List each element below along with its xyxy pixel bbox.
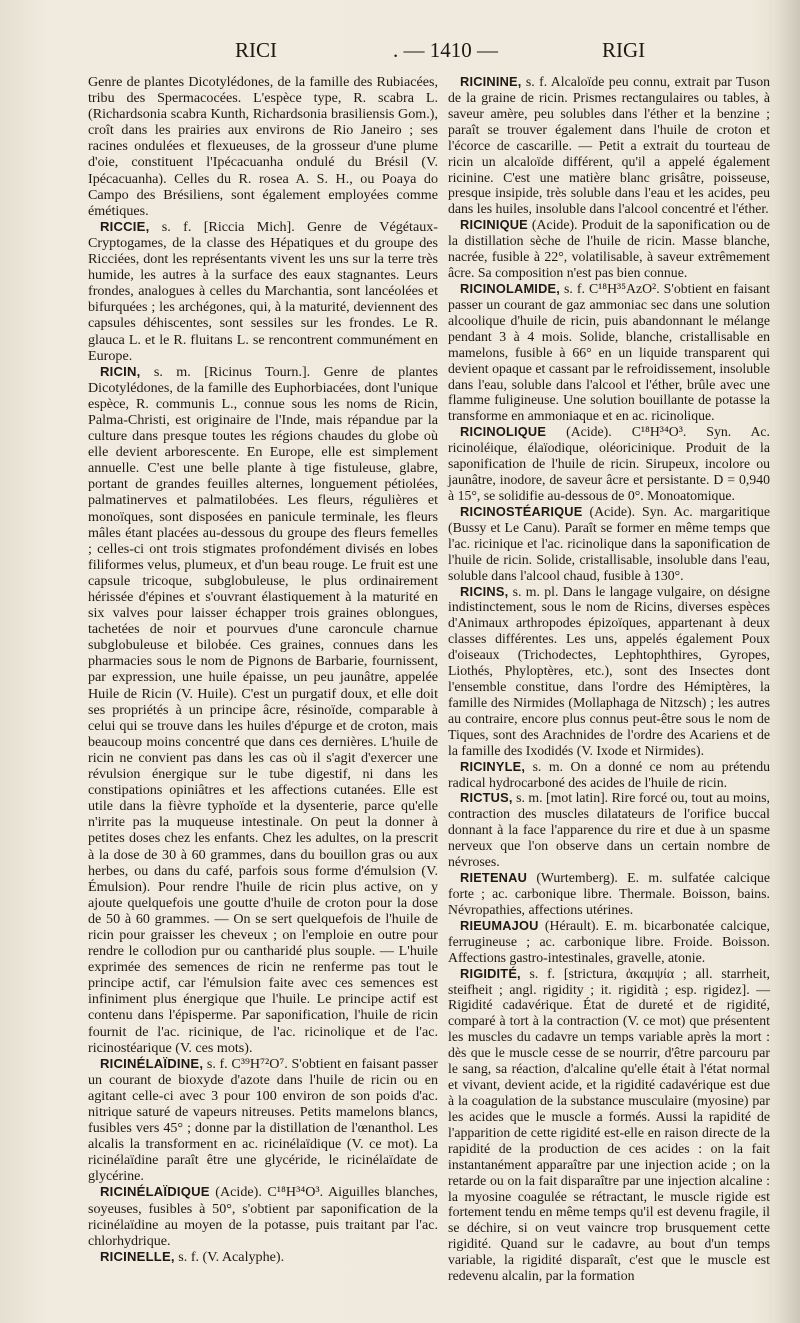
entry-headword: RICINOLIQUE: [460, 424, 547, 440]
header-right-guideword: RIGI: [602, 38, 646, 62]
entry-headword: RIETENAU: [460, 870, 528, 886]
entry-headword: RIGIDITÉ,: [460, 965, 521, 981]
running-head: [0, 38, 800, 68]
entry-headword: RICINS,: [460, 583, 509, 599]
dictionary-entry: [448, 217, 770, 281]
page-number: . — 1410 —: [393, 38, 498, 62]
dictionary-entry: [88, 74, 438, 219]
entry-headword: RICINELLE,: [100, 1248, 175, 1264]
dictionary-entry: [88, 364, 438, 1056]
dictionary-entry: [448, 424, 770, 504]
entry-text: s. m. On a donné ce nom au prétendu radical hydrocarboné des acides de l'huile de ricin.: [448, 758, 770, 790]
entry-headword: RICINÉLAÏDIQUE: [100, 1184, 210, 1200]
dictionary-entry: [88, 1249, 438, 1265]
entry-text: (Acide). C¹⁸H³⁴O³. Aiguilles blanches, soyeuses, fusibles à 50°, s'obtient par saponification de la ricinélaïdine au moyen de la potasse, puis traitant par l'ac. chlorhydrique.: [88, 1184, 438, 1249]
dictionary-entry: [448, 74, 770, 217]
entry-text: Genre de plantes Dicotylédones, de la famille des Rubiacées, tribu des Spermacocées. L'espèce type, R. scabra L. (Richardsonia scabra Kunth, Richardsonia brasiliensis Gom.), croît dans les prairies aux environs de Rio Janeiro ; ses racines ondulées et flexueuses, de la grosseur d'une plume d'oie, constituent l'Ipécacuanha ondulé du Brésil (V. Ipécacuanha). Celles du R. rosea A. S. H., ou Poaya do Campo des Brésiliens, sont également employées comme émétiques.: [88, 74, 438, 219]
dictionary-entry: [88, 219, 438, 364]
entry-text: s. m. pl. Dans le langage vulgaire, on désigne indistinctement, sous le nom de Ricins, diverses espèces d'Animaux arthropodes épizoïques, appartenant à deux classes différentes. Les uns, appelés également Poux d'oiseaux (Trichodectes, Lephtophthires, Gyropes, Liothés, Phyloptères, etc.), sont des Insectes dont l'ensemble constitue, dans l'ordre des Hémiptères, la famille des Nirmides (Mollaphaga de Nitzsch) ; les autres au contraire, encore plus connus peut-être sous le nom de Tiques, sont des Arachnides de l'ordre des Acariens et de la famille des Ixodidés (V. Ixode et Nirmides).: [448, 583, 770, 758]
entry-text: s. m. [mot latin]. Rire forcé ou, tout au moins, contraction des muscles dilatateurs de l'orifice buccal donnant à la face l'apparence du rire et due à un spasme nerveux que l'on observe dans un certain nombre de névroses.: [448, 790, 770, 870]
entry-text: (Hérault). E. m. bicarbonatée calcique, ferrugineuse ; ac. carbonique libre. Froide. Boisson. Affections gastro-intestinales, gravelle, atonie.: [448, 917, 770, 965]
right-column: [448, 74, 770, 1284]
dictionary-entry: [448, 918, 770, 966]
header-left-guideword: RICI: [235, 38, 277, 62]
dictionary-entry: [448, 584, 770, 759]
entry-headword: RICCIE,: [100, 218, 150, 234]
entry-text: s. f. C¹⁸H³⁵AzO². S'obtient en faisant passer un courant de gaz ammoniac sec dans une solution alcoolique d'huile de ricin, puis abandonnant le mélange pendant 3 à 4 mois. Solide, blanche, cristallisable en mamelons, fusible à 66° en un liquide transparent qui devient opaque et cassant par le refroidissement, insoluble dans l'eau, soluble dans l'alcool et l'éther, brûle avec une flamme fuligineuse. Une solution bouillante de potasse la transforme en ammoniaque et en ac. ricinolique.: [448, 280, 770, 424]
entry-headword: RICTUS,: [460, 790, 513, 806]
dictionary-entry: [88, 1184, 438, 1248]
entry-text: (Acide). Produit de la saponification ou de la distillation sèche de l'huile de ricin. Masse blanche, nacrée, fusible à 22°, volatilisable, à saveur extrêmement âcre. Sa composition n'est pas bien connue.: [448, 217, 770, 281]
dictionary-entry: [448, 504, 770, 584]
entry-text: s. f. [Riccia Mich]. Genre de Végétaux-Cryptogames, de la classe des Hépatiques et du groupe des Ricciées, dont les représentants vivent les uns sur la terre très humide, les autres à la surface des eaux stagnantes. Leurs frondes, analogues à celles du Marchantia, sont lancéolées et bifurquées ; les archégones, qui, à la maturité, deviennent des capsules déhiscentes, sont sessiles sur les frondes. Le R. glauca L. et le R. fluitans L. se rencontrent communément en Europe.: [88, 218, 438, 364]
entry-headword: RICINOLAMIDE,: [460, 280, 560, 296]
entry-text: s. f. [strictura, ἀκαμψία ; all. starrheit, steifheit ; angl. rigidity ; it. rigidità ; esp. rigidez]. — Rigidité cadavérique. État de dureté et de rigidité, comparé à tort à la contraction (V. ce mot) que présentent les muscles du cadavre un temps variable après la mort : dès que le muscle cesse de se nourrir, d'être parcouru par le sang, sa réaction, d'alcaline qu'elle était à l'état normal et vivant, devient acide, et la rigidité cadavérique est due à la coagulation de la substance musculaire (myosine) par les acides que le muscle a formés. Aussi la rapidité de l'apparition de cette rigidité est-elle en raison directe de la rapidité de la production de ces acides : on la fait instantanément apparaître par une injection acide ; on la retarde ou on la fait disparaître par une injection alcaline : la myosine coagulée se rétractant, le muscle rigide est fortement tendu en même temps qu'il est devenu fragile, il se déchire, si on veut vaincre trop brusquement cette rigidité. Quand sur le cadavre, au bout d'un temps variable, la rigidité disparaît, c'est que le muscle est redevenu alcalin, par la formation: [448, 965, 770, 1284]
page-edge-shadow: [776, 0, 800, 1323]
entry-text: s. m. [Ricinus Tourn.]. Genre de plantes Dicotylédones, de la famille des Euphorbiacées, dont l'unique espèce, R. communis L., connue sous les noms de Ricin, Palma-Christi, est originaire de l'Inde, mais répandue par la culture dans presque toutes les régions chaudes du globe où elle devient arborescente. En Europe, elle est simplement annuelle. C'est une belle plante à tige fistuleuse, glabre, portant de grandes feuilles alternes, longuement pétiolées, palmatinerves et palmatilobées. Les fleurs, régulières et monoïques, sont disposées en panicule terminale, les fleurs mâles étant placées au-dessous du groupe des fleurs femelles ; celles-ci ont trois stigmates profondément divisés en lobes filiformes velus, plumeux, et d'un beau rouge. Le fruit est une capsule tricoque, subglobuleuse, le plus ordinairement hérissée d'épines et s'ouvrant élastiquement à la maturité en six valves pour laisser échapper trois graines oblongues, tachetées de noir et pourvues d'une caroncule charnue subglobuleuse et bilobée. Ces graines, connues dans les pharmacies sous le nom de Pignons de Barbarie, fournissent, par expression, une huile épaisse, un peu jaunâtre, appelée Huile de Ricin (V. Huile). C'est un purgatif doux, et elle doit ses propriétés à un principe âcre, résinoïde, comparable à celui qui se trouve dans les huiles d'épurge et de croton, mais beaucoup moins concentré que dans ces dernières. L'huile de ricin ne convient pas dans les cas où il s'agit d'exercer une révulsion énergique sur le tube digestif, ni dans les constipations opiniâtres et les affections cutanées. Elle est utile dans la fièvre typhoïde et la dysenterie, parce qu'elle n'irrite pas la muqueuse intestinale. On peut la donner à petites doses chez les enfants. Chez les adultes, on la prescrit à la dose de 30 à 60 grammes, dans du bouillon gras ou aux herbes, ou dans du café, parfois sous forme d'émulsion (V. Émulsion). Pour rendre l'huile de ricin plus active, on y ajoute quelquefois une goutte d'huile de croton pour la dose de 50 à 60 grammes. — On se sert quelquefois de l'huile de ricin pour graisser les cheveux ; on l'emploie en outre pour rendre le collodion pur ou cantharidé plus souple. — L'huile exprimée des semences de ricin ne renferme pas tout le principe actif, car l'émulsion faite avec ces semences est infiniment plus énergique que l'huile. Le principe actif est contenu dans l'épisperme. Par saponification, l'huile de ricin fournit de l'ac. ricinique, de l'ac. ricinolique et de l'ac. ricinostéarique (V. ces mots).: [88, 363, 438, 1056]
entry-text: s. f. C³⁹H⁷²O⁷. S'obtient en faisant passer un courant de bioxyde d'azote dans l'huile de ricin ou en agitant celle-ci avec 3 pour 100 environ de son poids d'ac. nitrique saturé de vapeurs nitreuses. Petits mamelons blancs, fusibles vers 45° ; donne par la distillation de l'œnanthol. Les alcalis la transforment en ac. ricinélaïdique (V. ce mot). La ricinélaïdine paraît être une glycéride, le ricinélaïdate de glycérine.: [88, 1055, 438, 1185]
entry-headword: RICININE,: [460, 74, 522, 89]
entry-headword: RICIN,: [100, 363, 141, 379]
dictionary-entry: [448, 966, 770, 1284]
dictionary-entry: [448, 281, 770, 424]
dictionary-entry: [448, 790, 770, 870]
left-column: [88, 74, 438, 1265]
entry-headword: RICINIQUE: [460, 217, 528, 233]
entry-headword: RICINÉLAÏDINE,: [100, 1055, 204, 1071]
entry-headword: RICINOSTÉARIQUE: [460, 503, 583, 519]
dictionary-entry: [88, 1056, 438, 1185]
entry-headword: RIEUMAJOU: [460, 917, 539, 933]
entry-text: (Wurtemberg). E. m. sulfatée calcique forte ; ac. carbonique libre. Thermale. Boisson, bains. Névropathies, affections utérines.: [448, 870, 770, 917]
entry-text: (Acide). Syn. Ac. margaritique (Bussy et Le Canu). Paraît se former en même temps que l'ac. ricinique et l'ac. ricinolique dans la saponification de l'huile de ricin. Solide, cristallisable, insoluble dans l'eau, soluble dans l'alcool chaud, fusible à 130°.: [448, 503, 770, 583]
entry-headword: RICINYLE,: [460, 758, 526, 774]
dictionary-entry: [448, 759, 770, 791]
entry-text: s. f. Alcaloïde peu connu, extrait par Tuson de la graine de ricin. Prismes rectangulaires ou tables, à saveur amère, peu solubles dans l'éther et la benzine ; paraît se trouver également dans l'huile de croton et l'écorce de cascarille. — Petit a extrait du tourteau de ricin un alcaloïde différent, qu'il a appelé également ricinine. C'est une matière blanc grisâtre, poisseuse, presque insipide, très soluble dans l'eau et les acides, peu dans les huiles, insoluble dans l'alcool concentré et l'éther.: [448, 74, 770, 217]
entry-text: s. f. (V. Acalyphe).: [178, 1248, 285, 1265]
entry-text: (Acide). C¹⁸H³⁴O³. Syn. Ac. ricinoléique, élaïodique, oléoricinique. Produit de la saponification de l'huile de ricin. Sirupeux, incolore ou jaunâtre, inodore, de saveur âcre et persistante. D = 0,940 à 15°, se solidifie au-dessous de 0°. Monoatomique.: [448, 424, 771, 503]
dictionary-entry: [448, 870, 770, 918]
